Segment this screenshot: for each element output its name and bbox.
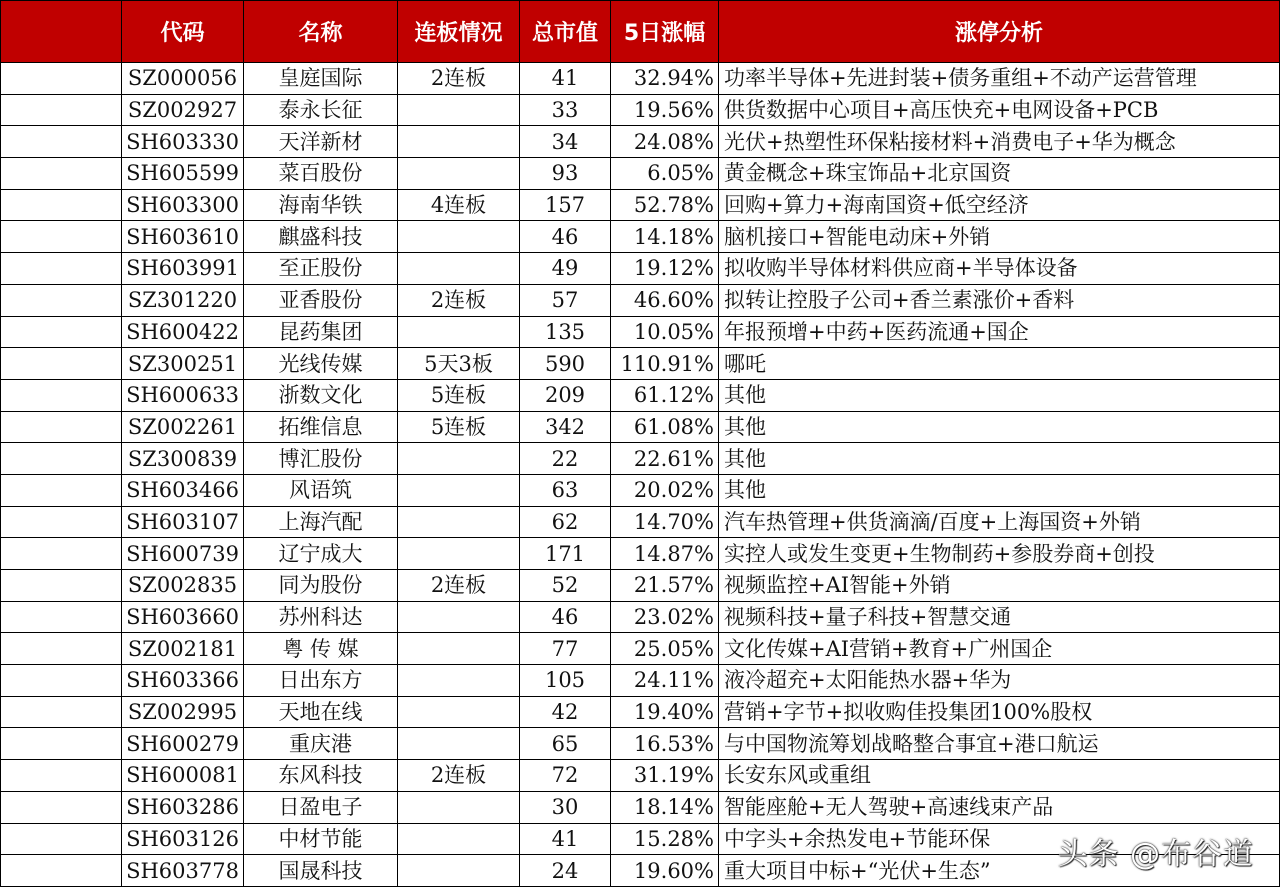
cell-5day-change: 46.60% bbox=[611, 284, 719, 316]
cell-name: 昆药集团 bbox=[244, 316, 398, 348]
cell-streak bbox=[398, 316, 520, 348]
cell-analysis: 与中国物流筹划战略整合事宜+港口航运 bbox=[719, 728, 1280, 760]
cell-analysis: 功率半导体+先进封装+债务重组+不动产运营管理 bbox=[719, 63, 1280, 95]
cell-5day-change: 15.28% bbox=[611, 823, 719, 855]
cell-code: SH605599 bbox=[122, 158, 244, 190]
cell-name: 重庆港 bbox=[244, 728, 398, 760]
cell-streak bbox=[398, 94, 520, 126]
cell-streak: 2连板 bbox=[398, 570, 520, 602]
cell-name: 麒盛科技 bbox=[244, 221, 398, 253]
cell-market-cap: 342 bbox=[520, 411, 611, 443]
cell-blank bbox=[1, 63, 122, 95]
cell-code: SZ002835 bbox=[122, 570, 244, 602]
cell-analysis: 营销+字节+拟收购佳投集团100%股权 bbox=[719, 696, 1280, 728]
cell-5day-change: 10.05% bbox=[611, 316, 719, 348]
cell-5day-change: 52.78% bbox=[611, 189, 719, 221]
cell-market-cap: 49 bbox=[520, 253, 611, 285]
cell-blank bbox=[1, 158, 122, 190]
cell-streak bbox=[398, 443, 520, 475]
cell-market-cap: 72 bbox=[520, 760, 611, 792]
cell-blank bbox=[1, 411, 122, 443]
cell-5day-change: 18.14% bbox=[611, 791, 719, 823]
cell-name: 粤 传 媒 bbox=[244, 633, 398, 665]
cell-blank bbox=[1, 379, 122, 411]
cell-name: 天地在线 bbox=[244, 696, 398, 728]
header-streak: 连板情况 bbox=[398, 1, 520, 63]
cell-code: SH600279 bbox=[122, 728, 244, 760]
cell-analysis: 汽车热管理+供货滴滴/百度+上海国资+外销 bbox=[719, 506, 1280, 538]
cell-market-cap: 63 bbox=[520, 474, 611, 506]
cell-5day-change: 61.08% bbox=[611, 411, 719, 443]
cell-code: SZ300251 bbox=[122, 348, 244, 380]
cell-code: SH600739 bbox=[122, 538, 244, 570]
table-row bbox=[1, 570, 1280, 602]
cell-market-cap: 34 bbox=[520, 126, 611, 158]
cell-name: 苏州科达 bbox=[244, 601, 398, 633]
cell-5day-change: 24.08% bbox=[611, 126, 719, 158]
cell-code: SH603466 bbox=[122, 474, 244, 506]
cell-market-cap: 105 bbox=[520, 665, 611, 697]
cell-analysis: 文化传媒+AI营销+教育+广州国企 bbox=[719, 633, 1280, 665]
table-row bbox=[1, 538, 1280, 570]
cell-name: 日出东方 bbox=[244, 665, 398, 697]
cell-5day-change: 24.11% bbox=[611, 665, 719, 697]
cell-name: 浙数文化 bbox=[244, 379, 398, 411]
table-row bbox=[1, 760, 1280, 792]
cell-market-cap: 65 bbox=[520, 728, 611, 760]
table-row bbox=[1, 633, 1280, 665]
cell-name: 海南华铁 bbox=[244, 189, 398, 221]
cell-streak: 2连板 bbox=[398, 284, 520, 316]
cell-5day-change: 23.02% bbox=[611, 601, 719, 633]
table-row bbox=[1, 316, 1280, 348]
cell-5day-change: 20.02% bbox=[611, 474, 719, 506]
cell-analysis: 视频监控+AI智能+外销 bbox=[719, 570, 1280, 602]
table-row bbox=[1, 791, 1280, 823]
cell-blank bbox=[1, 601, 122, 633]
cell-code: SH600422 bbox=[122, 316, 244, 348]
cell-analysis: 液冷超充+太阳能热水器+华为 bbox=[719, 665, 1280, 697]
cell-5day-change: 32.94% bbox=[611, 63, 719, 95]
cell-blank bbox=[1, 823, 122, 855]
cell-code: SZ000056 bbox=[122, 63, 244, 95]
cell-analysis: 哪吒 bbox=[719, 348, 1280, 380]
cell-streak bbox=[398, 506, 520, 538]
table-row bbox=[1, 665, 1280, 697]
cell-5day-change: 110.91% bbox=[611, 348, 719, 380]
cell-code: SH603366 bbox=[122, 665, 244, 697]
cell-5day-change: 6.05% bbox=[611, 158, 719, 190]
cell-streak bbox=[398, 538, 520, 570]
cell-code: SZ002261 bbox=[122, 411, 244, 443]
table-row bbox=[1, 94, 1280, 126]
cell-5day-change: 14.18% bbox=[611, 221, 719, 253]
table-row bbox=[1, 221, 1280, 253]
cell-market-cap: 171 bbox=[520, 538, 611, 570]
cell-market-cap: 135 bbox=[520, 316, 611, 348]
cell-blank bbox=[1, 348, 122, 380]
cell-name: 日盈电子 bbox=[244, 791, 398, 823]
cell-5day-change: 19.12% bbox=[611, 253, 719, 285]
cell-name: 亚香股份 bbox=[244, 284, 398, 316]
cell-blank bbox=[1, 760, 122, 792]
cell-name: 拓维信息 bbox=[244, 411, 398, 443]
cell-streak bbox=[398, 791, 520, 823]
cell-analysis: 脑机接口+智能电动床+外销 bbox=[719, 221, 1280, 253]
table-row bbox=[1, 506, 1280, 538]
table-row bbox=[1, 443, 1280, 475]
cell-code: SH603300 bbox=[122, 189, 244, 221]
cell-market-cap: 30 bbox=[520, 791, 611, 823]
cell-analysis: 其他 bbox=[719, 474, 1280, 506]
cell-streak bbox=[398, 158, 520, 190]
cell-analysis: 拟收购半导体材料供应商+半导体设备 bbox=[719, 253, 1280, 285]
cell-code: SH603107 bbox=[122, 506, 244, 538]
cell-streak bbox=[398, 221, 520, 253]
cell-code: SH603660 bbox=[122, 601, 244, 633]
table-row bbox=[1, 696, 1280, 728]
cell-market-cap: 590 bbox=[520, 348, 611, 380]
cell-code: SH603286 bbox=[122, 791, 244, 823]
cell-analysis: 其他 bbox=[719, 443, 1280, 475]
cell-blank bbox=[1, 189, 122, 221]
cell-market-cap: 42 bbox=[520, 696, 611, 728]
cell-blank bbox=[1, 696, 122, 728]
cell-streak: 5连板 bbox=[398, 411, 520, 443]
cell-name: 博汇股份 bbox=[244, 443, 398, 475]
cell-blank bbox=[1, 665, 122, 697]
header-limit-up-analysis: 涨停分析 bbox=[719, 1, 1280, 63]
cell-code: SZ300839 bbox=[122, 443, 244, 475]
cell-analysis: 其他 bbox=[719, 411, 1280, 443]
cell-name: 泰永长征 bbox=[244, 94, 398, 126]
cell-name: 东风科技 bbox=[244, 760, 398, 792]
cell-blank bbox=[1, 474, 122, 506]
table-row bbox=[1, 284, 1280, 316]
header-blank-cell bbox=[1, 1, 122, 63]
cell-market-cap: 77 bbox=[520, 633, 611, 665]
cell-market-cap: 46 bbox=[520, 601, 611, 633]
cell-market-cap: 157 bbox=[520, 189, 611, 221]
cell-blank bbox=[1, 253, 122, 285]
cell-analysis: 中字头+余热发电+节能环保 bbox=[719, 823, 1280, 855]
cell-analysis: 回购+算力+海南国资+低空经济 bbox=[719, 189, 1280, 221]
cell-market-cap: 33 bbox=[520, 94, 611, 126]
cell-name: 上海汽配 bbox=[244, 506, 398, 538]
cell-streak bbox=[398, 855, 520, 887]
cell-streak bbox=[398, 253, 520, 285]
cell-5day-change: 25.05% bbox=[611, 633, 719, 665]
cell-name: 菜百股份 bbox=[244, 158, 398, 190]
cell-blank bbox=[1, 791, 122, 823]
header-name: 名称 bbox=[244, 1, 398, 63]
table-row bbox=[1, 63, 1280, 95]
table-row bbox=[1, 348, 1280, 380]
cell-analysis: 视频科技+量子科技+智慧交通 bbox=[719, 601, 1280, 633]
cell-market-cap: 22 bbox=[520, 443, 611, 475]
cell-5day-change: 16.53% bbox=[611, 728, 719, 760]
cell-streak bbox=[398, 823, 520, 855]
cell-5day-change: 19.60% bbox=[611, 855, 719, 887]
cell-streak: 5天3板 bbox=[398, 348, 520, 380]
cell-analysis: 实控人或发生变更+生物制药+参股券商+创投 bbox=[719, 538, 1280, 570]
table-row bbox=[1, 126, 1280, 158]
cell-market-cap: 24 bbox=[520, 855, 611, 887]
cell-blank bbox=[1, 506, 122, 538]
cell-blank bbox=[1, 633, 122, 665]
cell-blank bbox=[1, 570, 122, 602]
cell-code: SH603778 bbox=[122, 855, 244, 887]
cell-analysis: 供货数据中心项目+高压快充+电网设备+PCB bbox=[719, 94, 1280, 126]
cell-5day-change: 14.70% bbox=[611, 506, 719, 538]
cell-5day-change: 31.19% bbox=[611, 760, 719, 792]
cell-streak: 2连板 bbox=[398, 63, 520, 95]
table-row bbox=[1, 728, 1280, 760]
cell-blank bbox=[1, 126, 122, 158]
cell-5day-change: 22.61% bbox=[611, 443, 719, 475]
cell-code: SZ002995 bbox=[122, 696, 244, 728]
cell-streak: 2连板 bbox=[398, 760, 520, 792]
cell-code: SH603330 bbox=[122, 126, 244, 158]
cell-name: 光线传媒 bbox=[244, 348, 398, 380]
cell-code: SH603610 bbox=[122, 221, 244, 253]
cell-market-cap: 46 bbox=[520, 221, 611, 253]
cell-name: 皇庭国际 bbox=[244, 63, 398, 95]
cell-blank bbox=[1, 855, 122, 887]
cell-blank bbox=[1, 728, 122, 760]
cell-analysis: 年报预增+中药+医药流通+国企 bbox=[719, 316, 1280, 348]
cell-analysis: 重大项目中标+“光伏+生态” bbox=[719, 855, 1280, 887]
cell-name: 国晟科技 bbox=[244, 855, 398, 887]
cell-streak: 4连板 bbox=[398, 189, 520, 221]
cell-analysis: 智能座舱+无人驾驶+高速线束产品 bbox=[719, 791, 1280, 823]
cell-5day-change: 61.12% bbox=[611, 379, 719, 411]
cell-market-cap: 62 bbox=[520, 506, 611, 538]
header-code: 代码 bbox=[122, 1, 244, 63]
cell-streak bbox=[398, 728, 520, 760]
cell-name: 天洋新材 bbox=[244, 126, 398, 158]
cell-streak bbox=[398, 126, 520, 158]
table-row bbox=[1, 474, 1280, 506]
cell-blank bbox=[1, 284, 122, 316]
cell-blank bbox=[1, 316, 122, 348]
table-row bbox=[1, 379, 1280, 411]
cell-code: SH600081 bbox=[122, 760, 244, 792]
cell-market-cap: 209 bbox=[520, 379, 611, 411]
header-5day-change: 5日涨幅 bbox=[611, 1, 719, 63]
table-row bbox=[1, 601, 1280, 633]
cell-blank bbox=[1, 221, 122, 253]
cell-analysis: 其他 bbox=[719, 379, 1280, 411]
cell-name: 同为股份 bbox=[244, 570, 398, 602]
cell-streak bbox=[398, 696, 520, 728]
cell-code: SH603126 bbox=[122, 823, 244, 855]
cell-name: 至正股份 bbox=[244, 253, 398, 285]
cell-name: 风语筑 bbox=[244, 474, 398, 506]
cell-blank bbox=[1, 443, 122, 475]
watermark: 头条 @布谷道 bbox=[1057, 837, 1254, 872]
cell-5day-change: 14.87% bbox=[611, 538, 719, 570]
cell-streak: 5连板 bbox=[398, 379, 520, 411]
cell-streak bbox=[398, 601, 520, 633]
cell-streak bbox=[398, 633, 520, 665]
cell-name: 中材节能 bbox=[244, 823, 398, 855]
cell-5day-change: 21.57% bbox=[611, 570, 719, 602]
cell-blank bbox=[1, 94, 122, 126]
cell-analysis: 长安东风或重组 bbox=[719, 760, 1280, 792]
cell-analysis: 拟转让控股子公司+香兰素涨价+香料 bbox=[719, 284, 1280, 316]
cell-analysis: 黄金概念+珠宝饰品+北京国资 bbox=[719, 158, 1280, 190]
cell-market-cap: 57 bbox=[520, 284, 611, 316]
cell-5day-change: 19.40% bbox=[611, 696, 719, 728]
cell-market-cap: 52 bbox=[520, 570, 611, 602]
table-row bbox=[1, 158, 1280, 190]
table-row bbox=[1, 253, 1280, 285]
table-row bbox=[1, 189, 1280, 221]
cell-code: SZ301220 bbox=[122, 284, 244, 316]
cell-market-cap: 41 bbox=[520, 63, 611, 95]
cell-blank bbox=[1, 538, 122, 570]
cell-5day-change: 19.56% bbox=[611, 94, 719, 126]
cell-streak bbox=[398, 474, 520, 506]
table-row bbox=[1, 411, 1280, 443]
cell-code: SH600633 bbox=[122, 379, 244, 411]
cell-analysis: 光伏+热塑性环保粘接材料+消费电子+华为概念 bbox=[719, 126, 1280, 158]
cell-market-cap: 93 bbox=[520, 158, 611, 190]
cell-market-cap: 41 bbox=[520, 823, 611, 855]
cell-code: SZ002927 bbox=[122, 94, 244, 126]
cell-streak bbox=[398, 665, 520, 697]
cell-code: SH603991 bbox=[122, 253, 244, 285]
cell-name: 辽宁成大 bbox=[244, 538, 398, 570]
header-row bbox=[1, 1, 1280, 63]
header-market-cap: 总市值 bbox=[520, 1, 611, 63]
cell-code: SZ002181 bbox=[122, 633, 244, 665]
